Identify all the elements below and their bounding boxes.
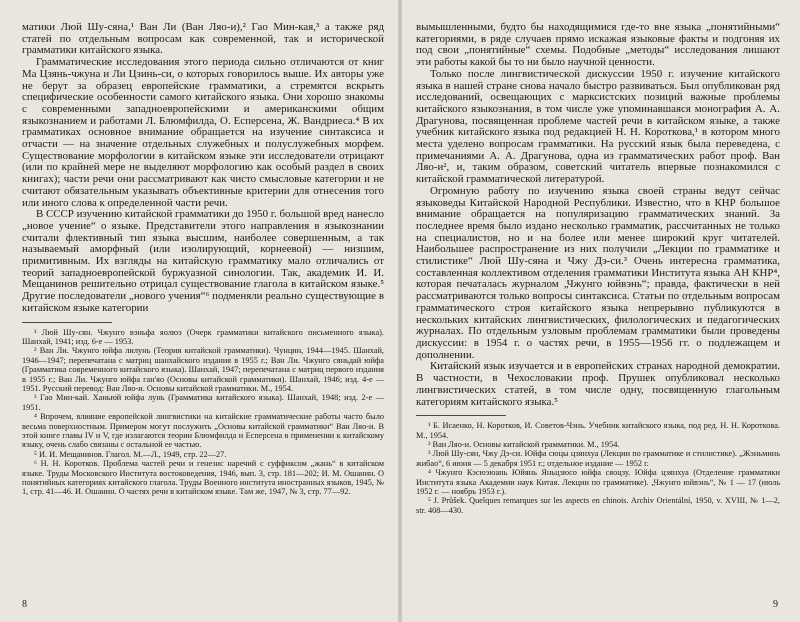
right-paragraph-1: вымышленными, будто бы находящимися где-то вне языка „понятийными“ категориями, в ряде случаев прямо искажая языковые факты и подгоняя их под свои „понятийные“ схемы. Подобные „методы“ исследования лишают эти работы какой бы то ни было научной ценности. xyxy=(416,21,780,69)
right-footnote-1: ¹ Б. Исаенко, Н. Коротков, И. Советов-Чэнь. Учебник китайского языка, под ред. Н. Н. Короткова. М., 1954. xyxy=(416,421,780,440)
right-body-text xyxy=(416,22,780,408)
left-footnote-1: ¹ Люй Шу-сян. Чжунго вэньфа яолюэ (Очерк грамматики китайского письменного языка). Шанхай, 1941; изд. 6-е — 1953. xyxy=(22,327,384,346)
right-footnote-rule xyxy=(416,415,506,416)
right-footnote-4: ⁴ Чжунго Кэсюэюань Юйянь Яньцзюсо юйфа сяоцзу. Юйфа цзянхуа (Отделение грамматики Института языка Академии наук Китая. Лекции по грамматике). „Чжунго юйвэнь“, № 1 — 17 (июль 1952 г. — ноябрь 1953 г.). xyxy=(416,468,780,497)
left-paragraph-1: матики Люй Шу-сяна,¹ Ван Ли (Ван Ляо-и),² Гао Мин-кая,³ а также ряд статей по отдельным вопросам как современной, так и исторической грамматики китайского языка. xyxy=(22,21,384,57)
left-footnote-2: ² Ван Ли. Чжунго юйфа лилунь (Теория китайской грамматики). Чунцин, 1944—1945. Шанхай, 1946—1947; перепечатана с матриц шанхайского издания в 1955 г.; Ван Ли. Чжунго сяньдай юйфа (Грамматика современного китайского языка). Шанхай, 1947; перепечатана с матриц первого издания в 1955 г.; Ван Ли. Чжунго юйфа ган'яо (Основы китайской грамматики). Шанхай, 1946; изд. 4-е — 1951. Русский перевод: Ван Ляо-и. Основы китайской грамматики. М., 1954. xyxy=(22,346,384,394)
right-footnote-2: ² Ван Ляо-и. Основы китайской грамматики. М., 1954. xyxy=(428,440,620,450)
left-paragraph-2: Грамматические исследования этого периода сильно отличаются от книг Ма Цзянь-чжуна и Ли Цзинь-си, о которых говорилось выше. Их авторы уже не берут за образец европейские грамматики, а стремятся вскрыть специфические особенности самого китайского языка. Они хорошо знакомы с современными западноевропейскими и американскими общим языкознанием и работами Л. Блюмфилда, О. Есперсена, Ж. Вандриеса.⁴ В их грамматиках основное внимание обращается на изучение синтаксиса и отчасти — на значение отдельных служебных и полуслужебных морфем. Существование морфологии в китайском языке эти исследователи отрицают (или по крайней мере не выделяют морфологию как особый раздел в своих книгах); части речи они рассматривают как чисто смысловые категории и не считают обязательным указывать объективные критерии для отнесения того или иного слова к определенной части речи. xyxy=(22,56,384,209)
left-footnotes xyxy=(22,328,384,497)
left-footnote-rule xyxy=(22,322,112,323)
left-page xyxy=(0,0,398,622)
right-footnote-3: ³ Люй Шу-сян, Чжу Дэ-си. Юйфа сюцы цзянхуа (Лекции по грамматике и стилистике). „Жэньминь жибао“, 6 июня — 5 декабря 1951 г.; отдельное издание — 1952 г. xyxy=(416,449,780,468)
left-footnote-6: ⁶ Н. Н. Коротков. Проблема частей речи и генезис наречий с суффиксом „жань“ в китайском языке. Труды Московского Института востоковедения, 1946, вып. 3, стр. 181—202; И. М. Ошанин. О понятийных категориях китайского глагола. Труды Военного института иностранных языков, 1945, № 1, стр. 41—46. И. Ошанин. О частях речи в китайском языке. Там же, 1947, № 3, стр. 77—92. xyxy=(22,459,384,497)
left-paragraph-3: В СССР изучению китайской грамматики до 1950 г. большой вред нанесло „новое учение“ о языке. Представители этого направления в языкознании считали флективный тип языка высшим, наиболее совершенным, а так называемый аморфный (или изолирующий, корнеевой) — низшим, примитивным. Их взгляды на китайскую грамматику мало отличались от теорий западноевропейской буржуазной синологии. Так, академик И. И. Мещанинов решительно отрицал существование глагола в китайском языке.⁵ Другие последователи „нового учения“⁶ подменяли реально существующие в китайском языке категории xyxy=(22,208,384,314)
right-paragraph-2: Только после лингвистической дискуссии 1950 г. изучение китайского языка в нашей стране снова начало быстро развиваться. Был опубликован ряд исследований, освещающих с марксистских позиций важные проблемы китайского языкознания, в том числе уже упоминавшаяся монография А. А. Драгунова, посвященная проблеме частей речи в китайском языке, а также учебник китайского языка под редакцией Н. Н. Короткова,¹ в котором много места уделено вопросам грамматики. На русский язык была переведена, с примечаниями А. А. Драгунова, одна из грамматических работ проф. Ван Ляо-и², и, таким образом, советский читатель впервые познакомился с китайской грамматической литературой. xyxy=(416,67,780,186)
left-footnote-3: ³ Гао Мин-кай. Ханьюй юйфа лунь (Грамматика китайского языка). Шанхай, 1948; изд. 2-е — 1951. xyxy=(22,393,384,412)
left-footnote-5: ⁵ И. И. Мещанинов. Глагол. М.—Л., 1949, стр. 22—27. xyxy=(34,449,227,459)
right-page-number: 9 xyxy=(773,599,778,610)
left-page-number: 8 xyxy=(22,599,27,610)
right-paragraph-4: Китайский язык изучается и в европейских странах народной демократии. В частности, в Чехословакии проф. Прушек опубликовал несколько лингвистических статей, в том числе одну, посвященную глагольным категориям китайского языка.⁵ xyxy=(416,360,780,408)
right-paragraph-3: Огромную работу по изучению языка своей страны ведут сейчас языковеды Китайской Народной Республики. Известно, что в КНР большое внимание обращается на популяризацию грамматических знаний. За последнее время было издано несколько грамматик, рассчитанных не только на специалистов, но и на более или менее широкий круг читателей. Наибольшее распространение из них получили „Лекции по грамматике и стилистике“ Люй Шу-сяна и Чжу Дэ-си.³ Очень интересна грамматика, составленная коллективом отделения грамматики Института языка АН КНР⁴, которая печаталась журналом „Чжунго юйвэнь“; правда, фактически в ней рассматриваются только вопросы синтаксиса. Статьи по отдельным вопросам грамматического строя китайского языка непрерывно публикуются в нескольких китайских лингвистических, филологических и педагогических журналах. По отдельным узловым проблемам грамматики были проведены дискуссии: в 1954 г. о частях речи, в 1955—1956 гг. о подлежащем и дополнении. xyxy=(416,184,780,361)
left-body-text xyxy=(22,22,384,315)
right-page xyxy=(402,0,800,622)
right-footnotes xyxy=(416,421,780,515)
right-footnote-5: ⁵ J. Průšek. Quelques remarques sur les aspects en chinois. Archiv Orientální, 1950, v. XVIII, № 1—2, str. 408—430. xyxy=(416,496,780,515)
left-footnote-4: ⁴ Впрочем, влияние европейской лингвистики на китайские грамматические работы часто было весьма поверхностным. Примером могут послужить „Основы китайской грамматики“ Ван Ляо-и. В этой книге главы IV и V, где излагаются теории Блюмфилда и Есперсена в применении к китайскому языку, очень слабо связаны с остальной ее частью. xyxy=(22,412,384,450)
